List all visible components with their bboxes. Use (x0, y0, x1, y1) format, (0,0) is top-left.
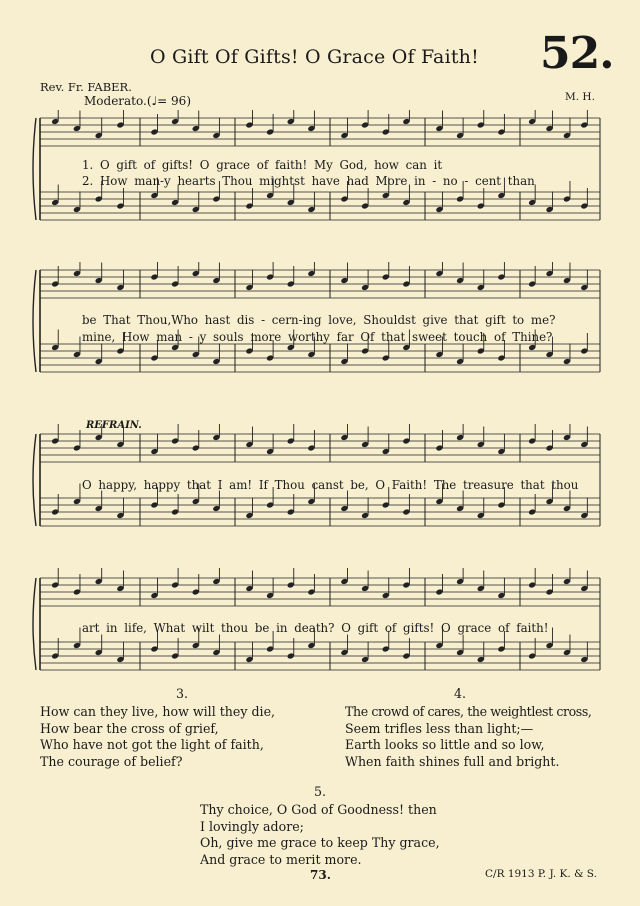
verse-line: Seem trifles less than light;— (345, 720, 534, 736)
verse-4 (345, 686, 607, 770)
verse-line: How bear the cross of grief, (40, 720, 219, 736)
verse-line: Earth looks so little and so low, (345, 737, 545, 753)
lyric-line-2: 2. How man-y hearts Thou mightst have had More in - no - cent than (82, 174, 535, 188)
verse-line: Oh, give me grace to keep Thy grace, (200, 835, 440, 851)
verse-number: 3. (175, 686, 189, 701)
copyright-notice: C/R 1913 P. J. K. & S. (485, 868, 597, 880)
lyric-line-6: art in life, What wilt thou be in death? O gift of gifts! O grace of faith! (82, 621, 549, 635)
verse-3 (40, 686, 320, 770)
page-number: 73. (310, 868, 331, 882)
verse-line: Thy choice, O God of Goodness! then (200, 802, 437, 818)
lyric-line-3: be That Thou,Who hast dis - cern-ing love, Shouldst give that gift to me? (82, 313, 556, 327)
tempo-marking: Moderato.(♩= 96) (84, 94, 191, 108)
verse-5 (200, 784, 500, 868)
lyric-line-1: 1. O gift of gifts! O grace of faith! My God, how can it (82, 158, 443, 172)
refrain-label: REFRAIN. (86, 420, 142, 431)
verse-line: The courage of belief? (40, 753, 183, 769)
lyric-line-5: O happy, happy that I am! If Thou canst be, O Faith! The treasure that thou (82, 478, 579, 492)
verse-line: The crowd of cares, the weightlest cross, (345, 704, 592, 720)
verse-line: I lovingly adore; (200, 818, 304, 834)
verse-line: And grace to merit more. (200, 851, 362, 867)
verse-line: How can they live, how will they die, (40, 704, 276, 720)
verse-line: Who have not got the light of faith, (40, 737, 264, 753)
hymn-title: O Gift Of Gifts! O Grace Of Faith! (150, 46, 479, 68)
lyric-line-4: mine, How man - y souls more worthy far Of that sweet touch of Thine? (82, 330, 553, 344)
verse-line: When faith shines full and bright. (345, 753, 560, 769)
verse-number: 5. (313, 784, 327, 799)
composer-credit: M. H. (565, 91, 595, 103)
hymn-number: 52. (540, 28, 614, 79)
verse-number: 4. (453, 686, 467, 701)
author-credit: Rev. Fr. FABER. (40, 80, 132, 94)
